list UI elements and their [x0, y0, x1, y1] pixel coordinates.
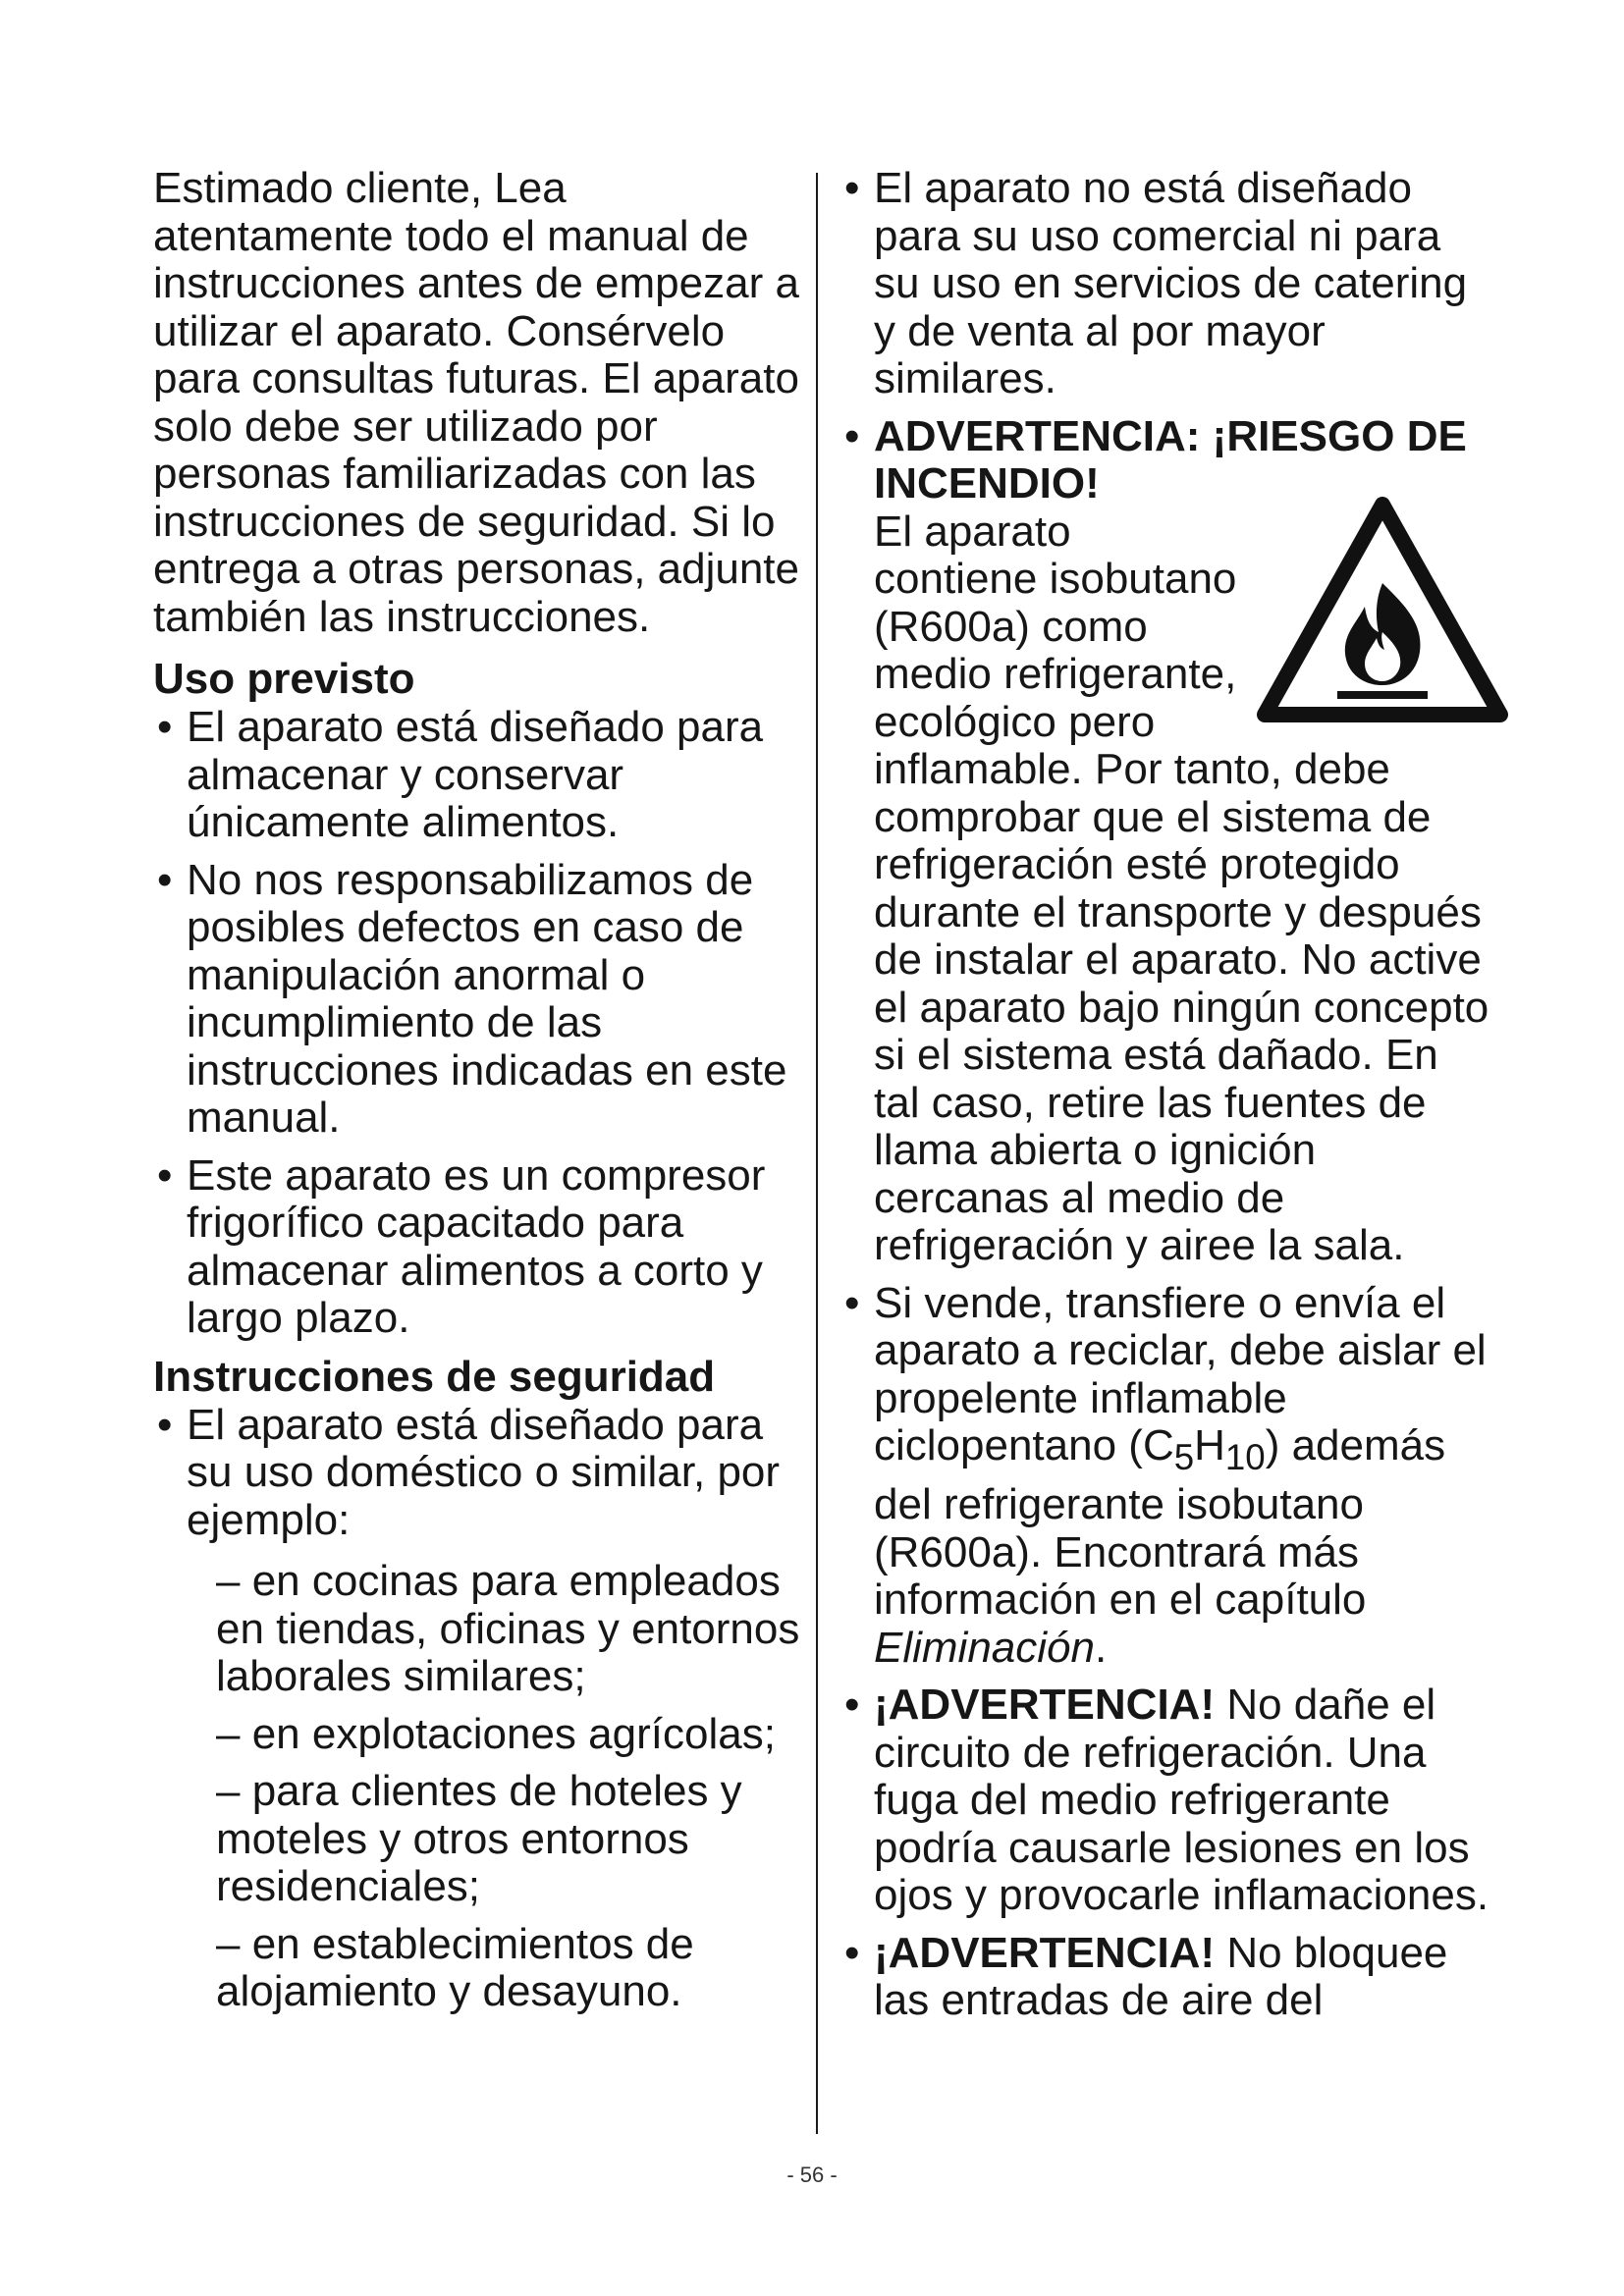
recycle-text-1: Si vende, transfiere o envía el aparato a reciclar, debe aislar el propelente inflamable ciclopentano (C [874, 1278, 1487, 1469]
sub-list-item: – para clientes de hoteles y moteles y otros entornos residenciales; [216, 1767, 742, 1910]
intro-paragraph: Estimado cliente, Lea atentamente todo el manual de instrucciones antes de empezar a utilizar el aparato. Consérvelo para consultas futuras. El aparato solo debe ser utilizado por personas familiarizadas con las instrucciones de seguridad. Si lo entrega a otras personas, adjunte también las instrucciones. [153, 164, 800, 641]
right-column [842, 165, 1490, 2035]
formula-subscript-5: 5 [1173, 1436, 1195, 1477]
seguridad-item-text: El aparato está diseñado para su uso doméstico o similar, por ejemplo: [187, 1400, 781, 1544]
formula-h: H [1194, 1421, 1225, 1469]
page-number: - 56 - [786, 2163, 838, 2187]
left-column [153, 165, 811, 2026]
warning-text: No bloquee las entradas de aire del [874, 1928, 1448, 2025]
flammable-warning-triangle-icon [1255, 497, 1510, 724]
formula-subscript-10: 10 [1224, 1436, 1266, 1477]
fire-warning-text: El aparato contiene isobutano (R600a) como medio refrigerante, ecológico pero inflamable. Por tanto, debe comprobar que el sistema de refrigeración esté protegido durante el transporte y después de instalar el aparato. No active el aparato bajo ningún concepto si el sistema está dañado. En tal caso, retire las fuentes de llama abierta o ignición cercanas al medio de refrigeración y airee la sala. [874, 507, 1489, 1269]
recycle-text-end: . [1094, 1623, 1108, 1672]
fire-warning-item [842, 413, 1490, 1270]
warning-title: ¡ADVERTENCIA! [874, 1681, 1216, 1730]
chapter-reference: Eliminación [874, 1623, 1095, 1672]
warning-item [842, 1682, 1490, 1920]
list-item: • No nos responsabilizamos de posibles defectos en caso de manipulación anormal o incumplimiento de las instrucciones indicadas en este manual. [153, 857, 811, 1143]
sub-list-item: – en explotaciones agrícolas; [216, 1709, 776, 1758]
fire-warning-title: • ADVERTENCIA: ¡RIESGO DE INCENDIO! [874, 411, 1467, 507]
recycle-text-2: ) además del refrigerante isobutano (R600a). Encontrará más información en el capítulo [874, 1421, 1446, 1625]
list-item: • Este aparato es un compresor frigorífico capacitado para almacenar alimentos a corto y largo plazo. [153, 1152, 811, 1343]
seguridad-list [153, 1402, 811, 2016]
warning-text: No dañe el circuito de refrigeración. Una fuga del medio refrigerante podría causarle lesiones en los ojos y provocarle inflamaciones. [874, 1681, 1489, 1920]
column-divider [816, 173, 818, 2134]
warning-title: ¡ADVERTENCIA! [874, 1928, 1216, 1977]
list-item: • El aparato no está diseñado para su uso comercial ni para su uso en servicios de catering y de venta al por mayor similares. [842, 165, 1490, 403]
recycle-item [842, 1280, 1490, 1673]
heading-instrucciones-seguridad: Instrucciones de seguridad [153, 1352, 716, 1401]
list-item: • El aparato está diseñado para almacenar y conservar únicamente alimentos. [153, 704, 811, 847]
warning-item [842, 1930, 1490, 2025]
sub-list-item: – en cocinas para empleados en tiendas, oficinas y entornos laborales similares; [216, 1557, 800, 1700]
list-item [153, 1402, 811, 2016]
sub-list-item: – en establecimientos de alojamiento y desayuno. [216, 1919, 694, 2015]
uso-previsto-list [153, 704, 811, 1343]
heading-uso-previsto: Uso previsto [153, 655, 415, 703]
seguridad-sublist [187, 1558, 811, 2016]
right-list [842, 165, 1490, 2025]
